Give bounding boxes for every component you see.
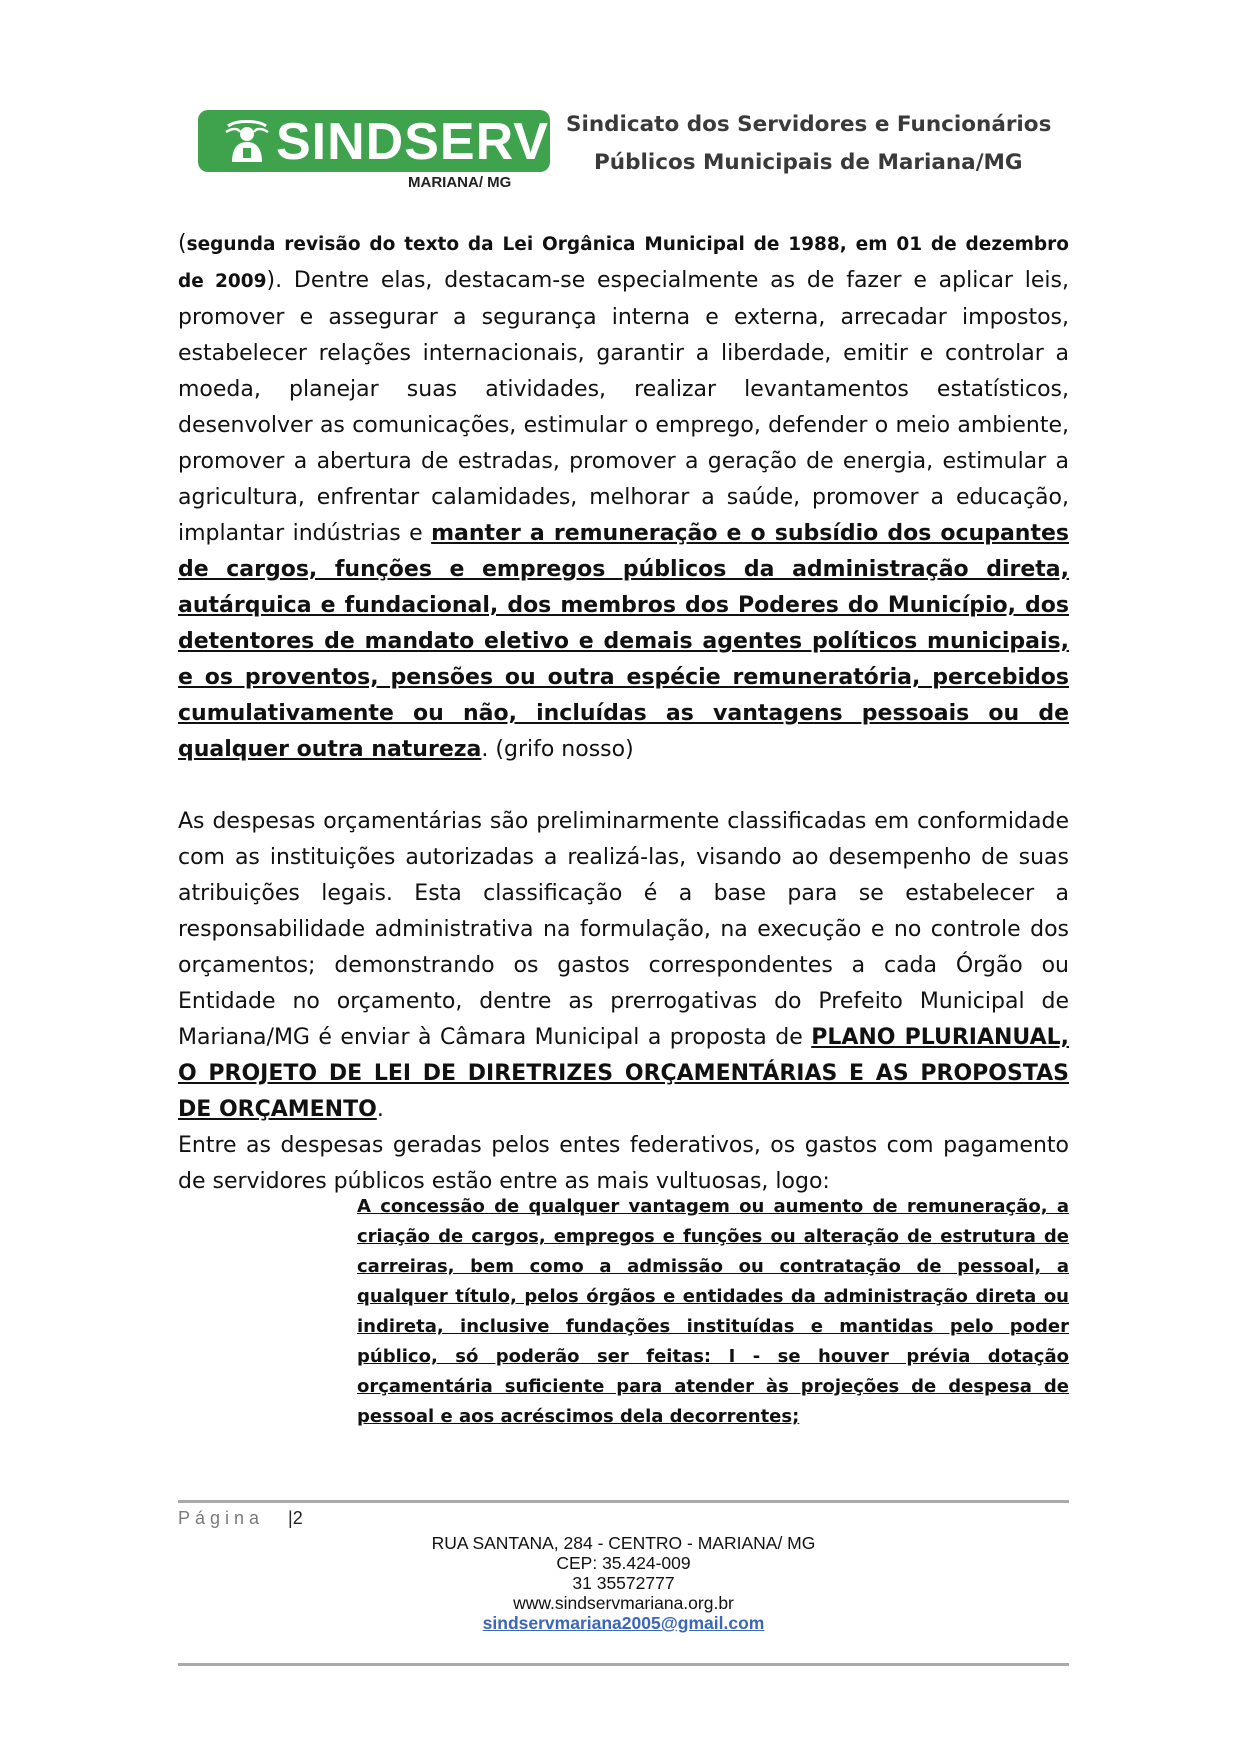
- footer-phone: 31 35572777: [572, 1573, 675, 1593]
- organization-name: [566, 106, 1086, 182]
- org-name-line1: Sindicato dos Servidores e Funcionários: [566, 112, 1052, 137]
- paragraph-1-emphasis: manter a remuneração e o subsídio dos ocupantes de cargos, funções e empregos públicos da administração direta, autárquica e fundacional, dos membros dos Poderes do Município, dos detentores de mandato eletivo e demais agentes políticos municipais, e os proventos, pensões ou outra espécie remuneratória, percebidos cumulativamente ou não, incluídas as vantagens pessoais ou de qualquer outra natureza: [178, 521, 1069, 762]
- paragraph-2-text: As despesas orçamentárias são preliminarmente classificadas em conformidade com as instituições autorizadas a realizá-las, visando ao desempenho de suas atribuições legais. Esta classificação é a base para se estabelecer a responsabilidade administrativa na formulação, na execução e no controle dos orçamentos; demonstrando os gastos correspondentes a cada Órgão ou Entidade no orçamento, dentre as prerrogativas do Prefeito Municipal de Mariana/MG é enviar à Câmara Municipal a proposta de: [178, 809, 1069, 1050]
- logo-subtitle: MARIANA/ MG: [408, 174, 512, 191]
- open-paren: (: [178, 231, 187, 256]
- paragraph-2-emphasis: PLANO PLURIANUAL, O PROJETO DE LEI DE DIRETRIZES ORÇAMENTÁRIAS E AS PROPOSTAS DE ORÇAMENTO: [178, 1025, 1069, 1122]
- paragraph-1-text: ). Dentre elas, destacam-se especialmente as de fazer e aplicar leis, promover e assegurar a segurança interna e externa, arrecadar impostos, estabelecer relações internacionais, garantir a liberdade, emitir e controlar a moeda, planejar suas atividades, realizar levantamentos estatísticos, desenvolver as comunicações, estimular o emprego, defender o meio ambiente, promover a abertura de estradas, promover a geração de energia, estimular a agricultura, enfrentar calamidades, melhorar a saúde, promover a educação, implantar indústrias e: [178, 268, 1069, 546]
- footer-cep: CEP: 35.424-009: [556, 1553, 691, 1573]
- paragraph-2: [178, 804, 1069, 1128]
- legal-quote: A concessão de qualquer vantagem ou aumento de remuneração, a criação de cargos, empregos e funções ou alteração de estrutura de carreiras, bem como a admissão ou contratação de pessoal, a qualquer título, pelos órgãos e entidades da administração direta ou indireta, inclusive fundações instituídas e mantidas pelo poder público, só poderão ser feitas: I - se houver prévia dotação orçamentária suficiente para atender às projeções de despesa de pessoal e aos acréscimos dela decorrentes;: [357, 1196, 1069, 1427]
- paragraph-1: [178, 226, 1069, 768]
- paragraph-1-tail: . (grifo nosso): [481, 737, 634, 762]
- letterhead: [198, 104, 1078, 196]
- page-label: Página: [178, 1508, 265, 1528]
- document-body: [178, 226, 1069, 1200]
- footer-address-block: [178, 1533, 1069, 1633]
- logo-wordmark: SINDSERV: [276, 113, 549, 171]
- paragraph-2-tail: .: [376, 1097, 384, 1122]
- page-number: [288, 1508, 303, 1529]
- footer-address: RUA SANTANA, 284 - CENTRO - MARIANA/ MG: [431, 1533, 816, 1553]
- footer-website: www.sindservmariana.org.br: [513, 1593, 734, 1613]
- page-separator: |: [288, 1508, 293, 1528]
- page-number-value: 2: [292, 1508, 303, 1528]
- worker-emblem-icon: [224, 120, 270, 164]
- footer-email-link[interactable]: sindservmariana2005@gmail.com: [482, 1613, 765, 1633]
- sindserv-logo: [198, 110, 550, 172]
- org-name-line2: Públicos Municipais de Mariana/MG: [594, 150, 1023, 175]
- paragraph-3: Entre as despesas geradas pelos entes federativos, os gastos com pagamento de servidores públicos estão entre as mais vultuosas, logo:: [178, 1133, 1069, 1194]
- footer-divider-top: [178, 1500, 1069, 1503]
- footer-divider-bottom: [178, 1663, 1069, 1666]
- citation-bold: segunda revisão do texto da Lei Orgânica Municipal de 1988, em 01 de dezembro de 2009: [178, 234, 1069, 292]
